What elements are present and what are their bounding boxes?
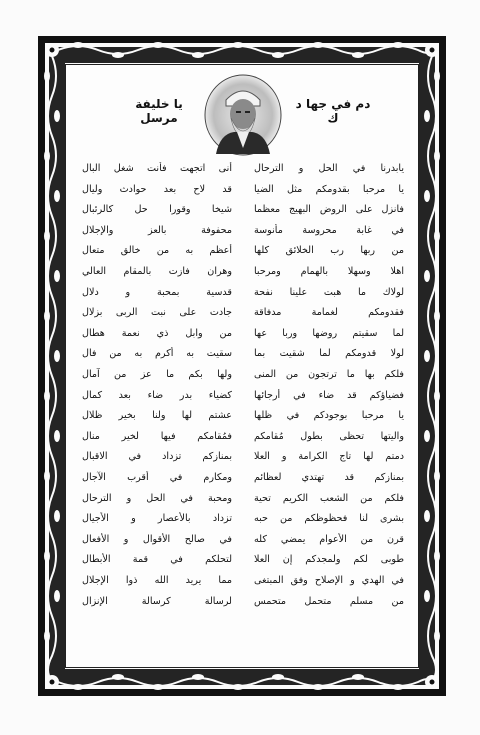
poem-verse (82, 430, 404, 452)
verse-second-hemistich: وهران فازت بالمقام العالي (82, 266, 232, 277)
verse-first-hemistich: واليتها تحظى بطول مُقامكم (254, 430, 404, 442)
poem-verse (82, 595, 404, 617)
verse-first-hemistich: فلكم بها ما ترتجون من المنى (254, 369, 404, 380)
poem-verse (82, 389, 404, 411)
verse-second-hemistich: لرسالة كرسالة الإنزال (82, 595, 232, 607)
verse-second-hemistich: كضياء بدر ضاء بعد كمال (82, 389, 232, 401)
verse-second-hemistich: بمنازكم تزداد في الاقبال (82, 451, 232, 463)
verse-first-hemistich: قرن من الأعوام يمضي كله (254, 533, 404, 545)
poem-verse (82, 450, 404, 472)
verse-second-hemistich: محفوفة بالعز والإجلال (82, 224, 232, 236)
poem-verse (82, 512, 404, 534)
verse-first-hemistich: فانزل على الروض البهيج معظما (254, 204, 404, 216)
poem-verse (82, 265, 404, 287)
poem-verse (82, 286, 404, 308)
verse-first-hemistich: من ربها رب الخلائق كلها (254, 245, 404, 257)
verse-second-hemistich: قد لاح بعد حوادث وليال (82, 183, 232, 195)
poem-verse (82, 244, 404, 266)
verse-second-hemistich: فمُقامكم فيها لخير منال (82, 430, 232, 442)
verse-second-hemistich: أنى اتجهت فأنت شغل البال (82, 163, 232, 174)
verse-second-hemistich: في صالح الأقوال و الأفعال (82, 533, 232, 545)
verse-first-hemistich: يابدرنا في الحل و الترحال (254, 163, 404, 174)
verse-second-hemistich: ولها بكم ما عز من آمال (82, 369, 232, 380)
verse-first-hemistich: فقدومكم لغمامة مدفاقة (254, 307, 404, 319)
poem-verse (82, 306, 404, 328)
poem-verse (82, 327, 404, 349)
verse-first-hemistich: في الهدي و الإصلاح وفق المبتغى (254, 575, 404, 586)
verse-second-hemistich: تزداد بالأعصار و الأجيال (82, 513, 232, 525)
poem-verse (82, 574, 404, 596)
page-title-right: دم في جها د ك (295, 97, 371, 125)
verse-first-hemistich: طوبى لكم ولمجدكم إن العلا (254, 554, 404, 566)
verse-first-hemistich: يا مرحبا بقدومكم مثل الضيا (254, 183, 404, 195)
verse-second-hemistich: ومحبة في الحل و الترحال (82, 492, 232, 504)
verse-second-hemistich: قدسية بمحبة و دلال (82, 286, 232, 298)
verse-first-hemistich: بشرى لنا فحظوظكم من حبه (254, 513, 404, 525)
verse-second-hemistich: سقيت به أكرم به من فال (82, 348, 232, 360)
verse-first-hemistich: اهلا وسهلا بالهمام ومرحبا (254, 266, 404, 277)
verse-second-hemistich: أعظم به من خالق متعال (82, 245, 232, 257)
verse-first-hemistich: لولا قدومكم لما شقيت بما (254, 348, 404, 360)
verse-second-hemistich: لتحلكم في قمة الأبطال (82, 554, 232, 566)
poem-verse (82, 471, 404, 493)
verse-second-hemistich: مما يريد الله ذوا الإجلال (82, 575, 232, 586)
verse-first-hemistich: من مسلم متحمل متحمس (254, 595, 404, 607)
poem-verse (82, 492, 404, 514)
verse-first-hemistich: دمتم لها تاج الكرامة و العلا (254, 451, 404, 463)
portrait-image (204, 74, 282, 156)
verse-second-hemistich: ومكارم في أقرب الآجال (82, 472, 232, 483)
verse-first-hemistich: فلكم من الشعب الكريم تحية (254, 492, 404, 504)
verse-first-hemistich: بمنازكم قد تهتدي لعظائم (254, 472, 404, 483)
poem-verse (82, 553, 404, 575)
poem-verse (82, 224, 404, 246)
verse-second-hemistich: جادت على نبت الربى بزلال (82, 307, 232, 319)
poem-verse (82, 533, 404, 555)
verse-second-hemistich: شيخا وقورا حل كالرئبال (82, 204, 232, 216)
verse-first-hemistich: في غابة محروسة مأنوسة (254, 224, 404, 236)
poem-verse (82, 368, 404, 390)
poem-verse (82, 347, 404, 369)
verse-second-hemistich: من وابل ذي نعمة هطال (82, 327, 232, 339)
verse-first-hemistich: فضياؤكم قد ضاء في أرجائها (254, 389, 404, 401)
verse-second-hemistich: عشتم لها ولنا بخير ظلال (82, 410, 232, 422)
verse-first-hemistich: لما سقيتم روضها وربا عها (254, 327, 404, 339)
poem-verse (82, 162, 404, 184)
verse-first-hemistich: يا مرحبا بوجودكم في ظلها (254, 410, 404, 422)
poem-verse (82, 183, 404, 205)
poem-verse (82, 203, 404, 225)
verse-first-hemistich: لولاك ما هبت علينا نفحة (254, 286, 404, 298)
page-title-left: يا خليفة مرسل (135, 97, 183, 125)
poem-verse (82, 409, 404, 431)
